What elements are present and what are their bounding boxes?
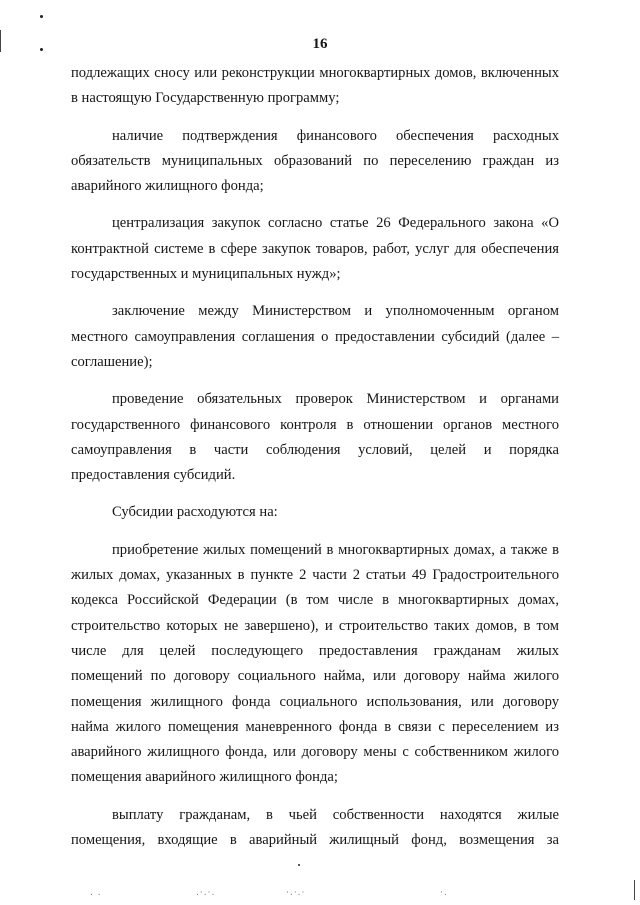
paragraph: подлежащих сносу или реконструкции многоквартирных домов, включенных в настоящую Государственную программу; — [71, 65, 559, 107]
paragraph: выплату гражданам, в чьей собственности находятся жилые помещения, входящие в аварийный жилищный фонд, возмещения за — [71, 806, 559, 849]
scan-smudge: ·.·.· — [286, 888, 306, 898]
paragraph: наличие подтверждения финансового обеспечения расходных обязательств муниципальных образований по переселению граждан из аварийного жилищного фонда; — [71, 127, 559, 195]
scan-speck — [40, 15, 43, 18]
paragraph: заключение между Министерством и уполномоченным органом местного самоуправления соглашения о предоставлении субсидий (далее – соглашение); — [71, 303, 559, 370]
page-number: 16 — [312, 36, 328, 52]
document-body — [71, 61, 559, 865]
scan-smudge: . . — [90, 888, 102, 898]
paragraph: проведение обязательных проверок Министерством и органами государственного финансового контроля в отношении органов местного самоуправления в части соблюдения условий, целей и порядка предоставления субсидий. — [71, 391, 559, 484]
scan-edge-line — [634, 880, 635, 900]
paragraph: приобретение жилых помещений в многоквартирных домах, а также в жилых домах, указанных в пункте 2 части 2 статьи 49 Градостроительного кодекса Российской Федерации (в том числе в многоквартирных домах, строительство которых не завершено), и строительство таких домов, в том числе для целей последующего предоставления гражданам жилых помещений по договору социального найма, или договору найма жилого помещения жилищного фонда социального использования, или договору найма жилого помещения маневренного фонда в связи с переселением из аварийного жилищного фонда, или договору мены с собственником жилого помещения аварийного жилищного фонда; — [71, 541, 559, 786]
scan-smudge: ·. — [440, 888, 448, 898]
paragraph: Субсидии расходуются на: — [112, 504, 278, 521]
scan-smudge: .·.·. — [196, 888, 216, 898]
paragraph: централизация закупок согласно статье 26 Федерального закона «О контрактной системе в сфере закупок товаров, работ, услуг для обеспечения государственных и муниципальных нужд»; — [71, 215, 559, 283]
